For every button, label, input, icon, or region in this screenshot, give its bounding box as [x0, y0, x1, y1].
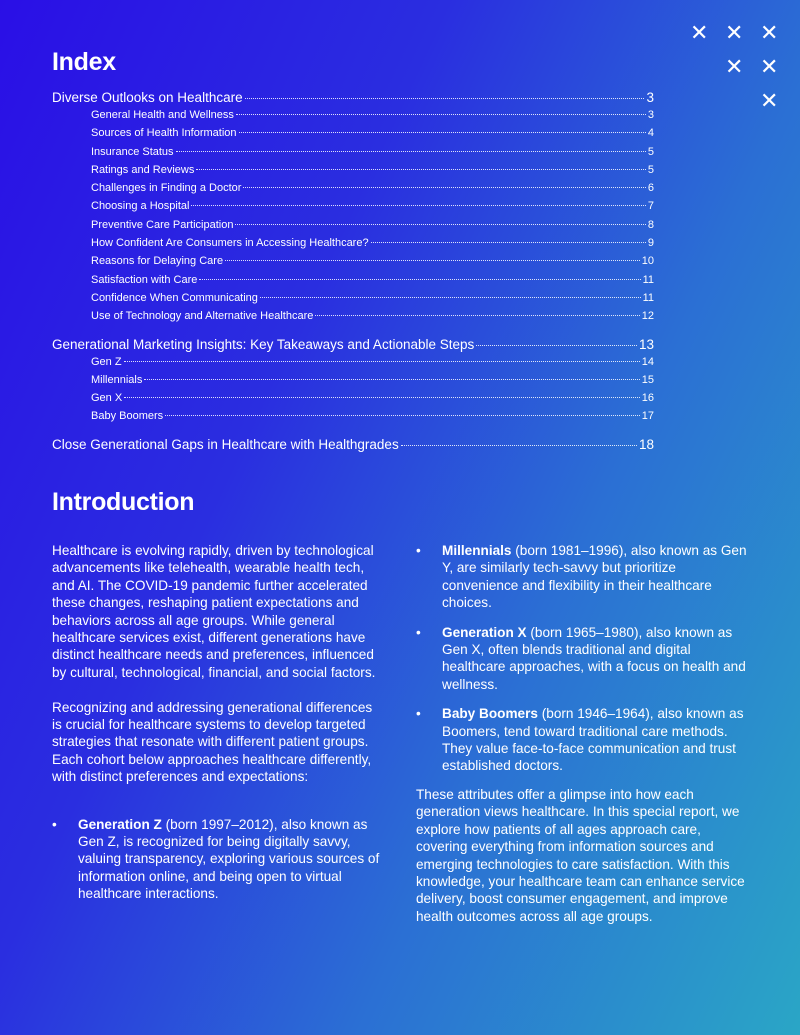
- toc-page-number: 5: [647, 145, 654, 158]
- toc-page-number: 7: [647, 200, 654, 213]
- bullet-term: Generation Z: [78, 816, 162, 832]
- toc-item-label: Millennials: [91, 373, 143, 386]
- toc-leader: [245, 98, 645, 99]
- toc-item-label: Satisfaction with Care: [91, 273, 198, 286]
- generation-bullet-genx: [416, 624, 752, 694]
- toc-page-number: 5: [647, 163, 654, 176]
- x-mark-icon: ✕: [690, 20, 709, 45]
- toc-item[interactable]: [52, 146, 654, 164]
- x-mark-icon: ✕: [725, 54, 744, 79]
- generation-bullet-boomers: [416, 705, 752, 775]
- index-title: Index: [52, 48, 116, 76]
- toc-page-number: 8: [647, 218, 654, 231]
- toc-leader: [225, 260, 640, 261]
- toc-section-title: Generational Marketing Insights: Key Takeaways and Actionable Steps: [52, 336, 475, 352]
- bullet-text: (born 1981–1996), also known as Gen Y, are similarly tech-savvy but prioritize convenience and flexibility in their healthcare choices.: [442, 543, 747, 611]
- toc-page-number: 6: [647, 182, 654, 195]
- intro-left-column: [52, 542, 382, 903]
- toc-item[interactable]: [52, 164, 654, 182]
- toc-item-label: Sources of Health Information: [91, 127, 237, 140]
- toc-item[interactable]: [52, 237, 654, 255]
- toc-section-title: Close Generational Gaps in Healthcare with Healthgrades: [52, 436, 399, 452]
- generation-bullet-millennials: [416, 542, 752, 612]
- toc-item-label: Gen Z: [91, 355, 122, 368]
- generation-bullet-genz: [52, 816, 382, 903]
- toc-page-number: 16: [641, 392, 654, 405]
- x-mark-icon: ✕: [760, 88, 779, 113]
- toc-item-label: Gen X: [91, 392, 123, 405]
- table-of-contents: [52, 90, 654, 456]
- toc-page-number: 15: [641, 373, 654, 386]
- toc-item-label: General Health and Wellness: [91, 109, 234, 121]
- toc-leader: [124, 397, 640, 398]
- toc-leader: [165, 415, 640, 416]
- toc-page-number: 18: [638, 436, 654, 452]
- introduction-heading: Introduction: [52, 488, 195, 516]
- toc-page-number: 4: [647, 127, 654, 140]
- toc-leader: [315, 315, 639, 316]
- toc-item[interactable]: [52, 182, 654, 200]
- toc-item[interactable]: [52, 219, 654, 237]
- toc-leader: [243, 187, 645, 188]
- toc-leader: [260, 297, 641, 298]
- toc-leader: [236, 114, 646, 115]
- bullet-text: (born 1997–2012), also known as Gen Z, is recognized for being digitally savvy, valuing transparency, exploring various sources of information online, and being open to virtual healthcare interactions.: [78, 816, 380, 902]
- toc-leader: [191, 205, 645, 206]
- bullet-icon: •: [416, 706, 421, 722]
- toc-item-label: Choosing a Hospital: [91, 200, 190, 213]
- toc-page-number: 13: [638, 336, 654, 352]
- toc-item-label: Insurance Status: [91, 145, 174, 158]
- toc-item[interactable]: [52, 310, 654, 328]
- toc-page-number: 14: [641, 355, 654, 368]
- toc-item-label: Ratings and Reviews: [91, 163, 195, 176]
- toc-item-label: Preventive Care Participation: [91, 218, 234, 231]
- closing-paragraph: These attributes offer a glimpse into how each generation views healthcare. In this special report, we explore how patients of all ages approach care, covering everything from information sources and emerging technologies to care satisfaction. With this knowledge, your healthcare team can enhance service delivery, boost consumer engagement, and improve health outcomes across all age groups.: [416, 786, 745, 924]
- toc-leader: [124, 361, 640, 362]
- bullet-term: Generation X: [442, 624, 527, 640]
- toc-page-number: 11: [642, 273, 654, 286]
- toc-section[interactable]: [52, 90, 654, 109]
- bullet-text: (born 1965–1980), also known as Gen X, often blends traditional and digital healthcare approaches, with a focus on health and wellness.: [442, 624, 746, 692]
- toc-leader: [401, 445, 637, 446]
- toc-leader: [144, 379, 639, 380]
- toc-item[interactable]: [52, 392, 654, 410]
- intro-right-column: [416, 542, 752, 925]
- toc-section[interactable]: [52, 337, 654, 356]
- toc-page-number: 3: [646, 90, 654, 105]
- toc-leader: [476, 345, 637, 346]
- bullet-icon: •: [416, 624, 421, 640]
- toc-leader: [199, 279, 640, 280]
- bullet-icon: •: [52, 816, 57, 832]
- toc-leader: [371, 242, 646, 243]
- bullet-text: (born 1946–1964), also known as Boomers, tend toward traditional care methods. They value face-to-face communication and trust established doctors.: [442, 706, 744, 774]
- toc-page-number: 3: [647, 109, 654, 121]
- toc-item-label: How Confident Are Consumers in Accessing Healthcare?: [91, 237, 369, 250]
- x-mark-icon: ✕: [725, 20, 744, 45]
- toc-item[interactable]: [52, 200, 654, 218]
- toc-item-label: Baby Boomers: [91, 410, 164, 423]
- x-mark-icon: ✕: [760, 54, 779, 79]
- toc-item-label: Use of Technology and Alternative Healthcare: [91, 310, 314, 323]
- toc-section-title: Diverse Outlooks on Healthcare: [52, 90, 243, 105]
- bullet-term: Millennials: [442, 543, 512, 558]
- toc-leader: [235, 224, 645, 225]
- toc-item[interactable]: [52, 410, 654, 428]
- toc-leader: [196, 169, 646, 170]
- decorative-x-marks: [690, 22, 780, 112]
- toc-item[interactable]: [52, 255, 654, 273]
- toc-section[interactable]: [52, 437, 654, 456]
- toc-page-number: 10: [641, 255, 654, 268]
- intro-paragraph: Recognizing and addressing generational differences is crucial for healthcare systems to develop targeted strategies that resonate with different patient groups. Each cohort below approaches healthcare differently, with distinct preferences and expectations:: [52, 699, 373, 785]
- intro-paragraph: Healthcare is evolving rapidly, driven by technological advancements like telehealth, wearable health tech, and AI. The COVID-19 pandemic further accelerated these changes, reshaping patient expectations and behaviors across all age groups. While general healthcare services exist, different generations have distinct healthcare needs and preferences, influenced by cultural, technological, financial, and social factors.: [52, 543, 376, 680]
- toc-item-label: Reasons for Delaying Care: [91, 255, 224, 268]
- toc-item[interactable]: [52, 274, 654, 292]
- toc-item[interactable]: [52, 356, 654, 374]
- toc-item[interactable]: [52, 127, 654, 145]
- toc-item-label: Challenges in Finding a Doctor: [91, 182, 242, 195]
- toc-page-number: 9: [647, 237, 654, 250]
- toc-leader: [239, 132, 646, 133]
- toc-page-number: 11: [642, 291, 654, 304]
- toc-page-number: 17: [641, 410, 654, 423]
- x-mark-icon: ✕: [760, 20, 779, 45]
- bullet-icon: •: [416, 543, 421, 558]
- toc-item[interactable]: [52, 374, 654, 392]
- bullet-term: Baby Boomers: [442, 706, 538, 722]
- toc-leader: [176, 151, 646, 152]
- toc-page-number: 12: [641, 310, 654, 323]
- toc-item[interactable]: [52, 292, 654, 310]
- toc-item-label: Confidence When Communicating: [91, 291, 258, 304]
- toc-item[interactable]: [52, 109, 654, 127]
